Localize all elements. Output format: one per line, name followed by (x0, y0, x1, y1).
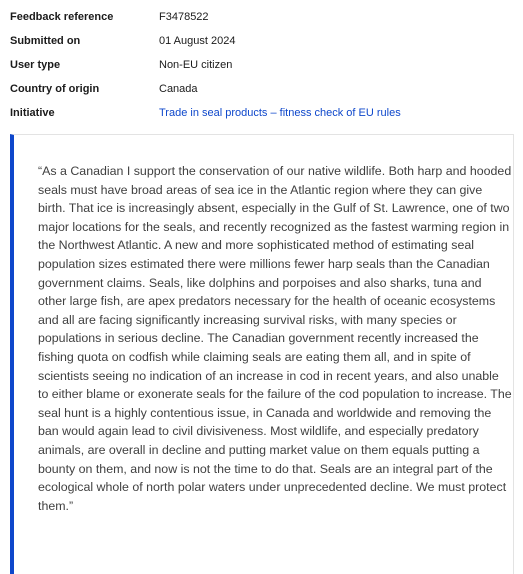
user-type-value: Non-EU citizen (159, 59, 233, 71)
feedback-card (10, 134, 514, 574)
detail-row-user-type (10, 48, 515, 72)
detail-label: Feedback reference (10, 11, 114, 23)
detail-label: Submitted on (10, 35, 81, 47)
feedback-reference-value: F3478522 (159, 11, 209, 23)
detail-row-initiative (10, 96, 515, 120)
detail-row-country-of-origin (10, 72, 515, 96)
feedback-details (10, 0, 515, 120)
feedback-text: “As a Canadian I support the conservation of our native wildlife. Both harp and hooded seals must have broad areas of sea ice in the Atlantic region where they can give birth. That ice is increasingly absent, especially in the Gulf of St. Lawrence, one of two major locations for the seals, and recently recognized as the fastest warming region in the Northwest Atlantic. A new and more sophisticated method of estimating seal population sizes estimated there were millions fewer harp seals than the Canadian government claims. Seals, like dolphins and porpoises and also sharks, tuna and other large fish, are apex predators necessary for the health of oceanic ecosystems and all are facing significantly increasing survival risks, with many species or populations in serious decline. The Canadian government recently increased the fishing quota on codfish while claiming seals are eating them all, and in spite of scientists seeing no indication of an increase in cod in recent years, and also unable to either blame or exonerate seals for the failure of the cod population to increase. The seal hunt is a highly contentious issue, in Canada and worldwide and removing the ban would again lead to civil divisiveness. Most wildlife, and especially predatory animals, are overall in decline and putting market value on them equals putting a bounty on them, and now is not the time to do that. Seals are an integral part of the ecological whole of north polar waters under unprecedented decline. We must protect them.” (38, 164, 512, 513)
detail-label: Country of origin (10, 83, 100, 95)
detail-label: User type (10, 59, 61, 71)
submitted-on-value: 01 August 2024 (159, 35, 236, 47)
initiative-link[interactable]: Trade in seal products – fitness check of EU rules (159, 107, 401, 119)
country-of-origin-value: Canada (159, 83, 198, 95)
detail-row-submitted-on (10, 24, 515, 48)
detail-row-feedback-reference (10, 0, 515, 24)
detail-label: Initiative (10, 107, 55, 119)
